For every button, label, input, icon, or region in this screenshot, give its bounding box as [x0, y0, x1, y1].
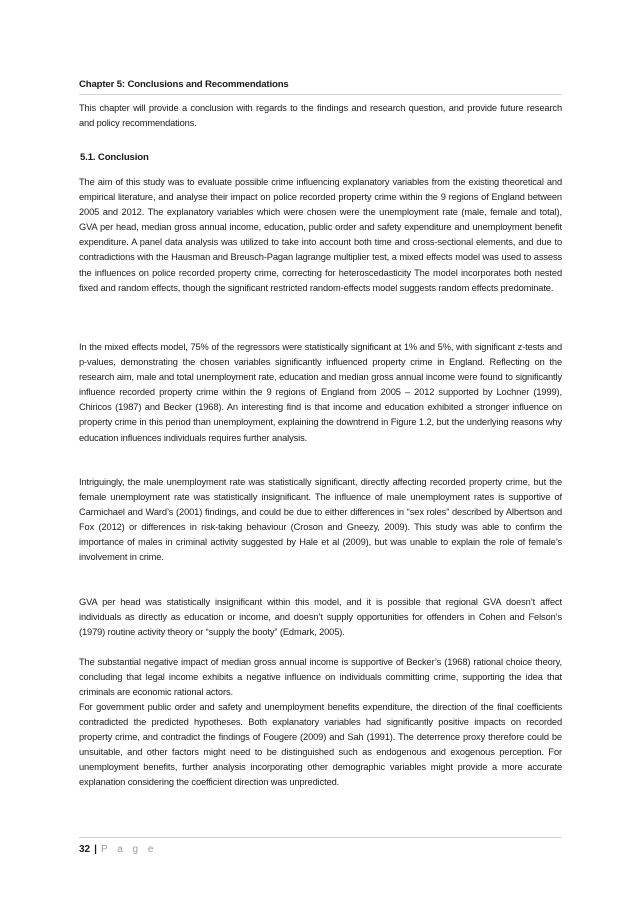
- paragraph-1: The aim of this study was to evaluate possible crime influencing explanatory variables from the existing theoretical and empirical literature, and analyse their impact on police recorded property crime within the 9 regions of England between 2005 and 2012. The explanatory variables which were chosen were the unemployment rate (male, female and total), GVA per head, median gross annual income, education, public order and safety expenditure and unemployment benefit expenditure. A panel data analysis was utilized to take into account both time and cross-sectional elements, and due to contradictions with the Hausman and Breusch-Pagan lagrange multiplier test, a mixed effects model was used to assess the influences on police recorded property crime, correcting for heteroscedasticity The model incorporates both nested fixed and random effects, though the significant restricted random-effects model suggests random effects predominate.: [79, 177, 562, 293]
- paragraph-4: GVA per head was statistically insignificant within this model, and it is possible that regional GVA doesn’t affect individuals as directly as education or income, and doesn’t supply opportunities for offenders in Cohen and Felson’s (1979) routine activity theory or “supply the booty” (Edmark, 2005).: [79, 597, 562, 638]
- footer-divider: [79, 837, 562, 838]
- paragraph-2: In the mixed effects model, 75% of the regressors were statistically significant at 1% and 5%, with significant z-tests and p-values, demonstrating the chosen variables significantly influenced property crime in England. Reflecting on the research aim, male and total unemployment rate, education and median gross annual income were found to significantly influence recorded property crime within the 9 regions of England from 2005 – 2012 supported by Lochner (1999), Chiricos (1987) and Becker (1968). An interesting find is that income and education exhibited a stronger influence on property crime in this period than unemployment, explaining the downtrend in Figure 1.2, but the underlying reasons why education influences individuals requires further analysis.: [79, 342, 562, 443]
- paragraph-5: The substantial negative impact of median gross annual income is supportive of Becker’s (1968) rational choice theory, concluding that legal income exhibits a negative influence on individuals committing crime, supporting the idea that criminals are economic rational actors.: [79, 657, 562, 698]
- page-footer: [79, 844, 157, 855]
- document-page: [79, 0, 562, 903]
- intro-paragraph: This chapter will provide a conclusion with regards to the findings and research question, and provide future research and policy recommendations.: [79, 103, 562, 129]
- page-label: P a g e: [100, 844, 157, 855]
- chapter-title: Chapter 5: Conclusions and Recommendations: [79, 79, 289, 90]
- page-number: 32: [79, 844, 91, 855]
- footer-separator: |: [94, 844, 97, 855]
- section-heading: 5.1. Conclusion: [80, 152, 149, 163]
- paragraph-6: For government public order and safety and unemployment benefits expenditure, the direction of the final coefficients contradicted the predicted hypotheses. Both explanatory variables had significantly positive impacts on recorded property crime, and contradict the findings of Fougere (2009) and Sah (1991). The deterrence proxy therefore could be unsuitable, and other factors might need to be distinguished such as endogenous and exogenous perception. For unemployment benefits, further analysis incorporating other demographic variables might provide a more accurate explanation considering the coefficient direction was unpredicted.: [79, 702, 562, 788]
- paragraph-3: Intriguingly, the male unemployment rate was statistically significant, directly affecting recorded property crime, but the female unemployment rate was statistically insignificant. The influence of male unemployment rates is supportive of Carmichael and Ward’s (2001) findings, and could be due to either differences in “sex roles” described by Albertson and Fox (2012) or differences in risk-taking behaviour (Croson and Gneezy, 2009). This study was able to confirm the importance of males in criminal activity suggested by Hale et al (2009), but was unable to explain the role of female’s involvement in crime.: [79, 477, 562, 563]
- title-divider: [79, 94, 562, 95]
